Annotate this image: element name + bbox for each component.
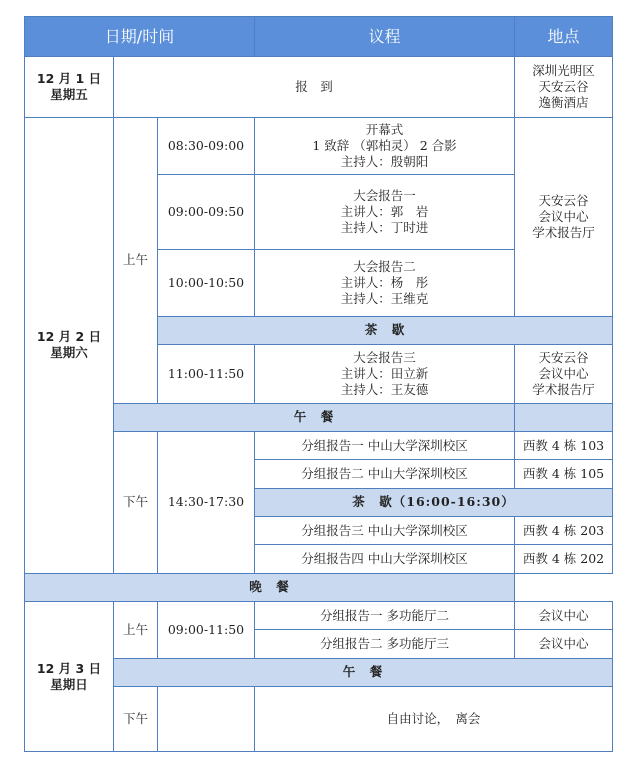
day2-pm-time: 14:30-17:30	[158, 432, 255, 574]
day3-closing: 自由讨论， 离会	[255, 687, 613, 752]
day3-weekday: 星期日	[50, 676, 88, 692]
day2-tea-break-1: 茶 歇	[158, 316, 613, 344]
day2-g2-venue: 西教 4 栋 105	[515, 460, 613, 488]
day2-lunch-venue-empty	[515, 403, 613, 431]
day1-date: 12 月 1 日	[36, 71, 102, 87]
day3-lunch-row	[25, 658, 613, 686]
day2-g3-venue: 西教 4 栋 203	[515, 517, 613, 545]
day2-lunch-row	[25, 403, 613, 431]
day2-s4-time: 11:00-11:50	[158, 344, 255, 403]
day3-lunch: 午 餐	[114, 658, 613, 686]
day3-group1-row	[25, 602, 613, 630]
day2-g1-venue: 西教 4 栋 103	[515, 432, 613, 460]
header-venue: 地点	[515, 17, 613, 57]
day2-g4-agenda: 分组报告四 中山大学深圳校区	[255, 545, 515, 573]
day2-dinner-row	[25, 573, 613, 601]
header-date-time: 日期/时间	[25, 17, 255, 57]
day1-date-cell	[25, 57, 114, 118]
day3-afternoon-label: 下午	[114, 687, 158, 752]
day2-weekday: 星期六	[50, 345, 88, 361]
day3-morning-label: 上午	[114, 602, 158, 659]
day3-g2-agenda: 分组报告二 多功能厅三	[255, 630, 515, 658]
day2-afternoon-label: 下午	[114, 432, 158, 574]
day3-g1-venue: 会议中心	[515, 602, 613, 630]
day2-s1-agenda: 开幕式 1 致辞 （郭柏灵） 2 合影 主持人：殷朝阳	[255, 118, 515, 175]
day3-g1-agenda: 分组报告一 多功能厅二	[255, 602, 515, 630]
day1-agenda: 报 到	[114, 57, 515, 118]
day2-g4-venue: 西教 4 栋 202	[515, 545, 613, 573]
day3-afternoon-row-a	[25, 687, 613, 701]
day2-s2-agenda: 大会报告一 主讲人：郭 岩 主持人：丁时进	[255, 174, 515, 249]
day2-date-cell	[25, 118, 114, 574]
day2-group1-row	[25, 432, 613, 460]
day2-session1-row	[25, 118, 613, 175]
day2-lunch: 午 餐	[114, 403, 515, 431]
schedule-table	[24, 16, 613, 752]
day3-g2-venue: 会议中心	[515, 630, 613, 658]
day2-s4-venue: 天安云谷 会议中心 学术报告厅	[515, 344, 613, 403]
day3-date: 12 月 3 日	[36, 660, 102, 676]
day2-s1-time: 08:30-09:00	[158, 118, 255, 175]
day2-venue-a: 天安云谷 会议中心 学术报告厅	[515, 118, 613, 316]
day2-g2-agenda: 分组报告二 中山大学深圳校区	[255, 460, 515, 488]
day1-weekday: 星期五	[50, 87, 88, 103]
day3-am-time: 09:00-11:50	[158, 602, 255, 659]
day3-pm-time-empty	[158, 687, 255, 752]
day2-dinner: 晚 餐	[25, 573, 515, 601]
day1-row	[25, 57, 613, 118]
day2-s4-agenda: 大会报告三 主讲人：田立新 主持人：王友德	[255, 344, 515, 403]
header-row	[25, 17, 613, 57]
day2-g3-agenda: 分组报告三 中山大学深圳校区	[255, 517, 515, 545]
day2-s3-agenda: 大会报告二 主讲人：杨 彤 主持人：王维克	[255, 249, 515, 316]
day2-g1-agenda: 分组报告一 中山大学深圳校区	[255, 432, 515, 460]
day2-tea-break-2: 茶 歇（16:00-16:30）	[255, 488, 613, 516]
day3-date-cell	[25, 602, 114, 752]
day2-date: 12 月 2 日	[36, 329, 102, 345]
header-agenda: 议程	[255, 17, 515, 57]
day2-s3-time: 10:00-10:50	[158, 249, 255, 316]
day1-venue: 深圳光明区 天安云谷 逸衡酒店	[515, 57, 613, 118]
day2-s2-time: 09:00-09:50	[158, 174, 255, 249]
day2-morning-label: 上午	[114, 118, 158, 403]
